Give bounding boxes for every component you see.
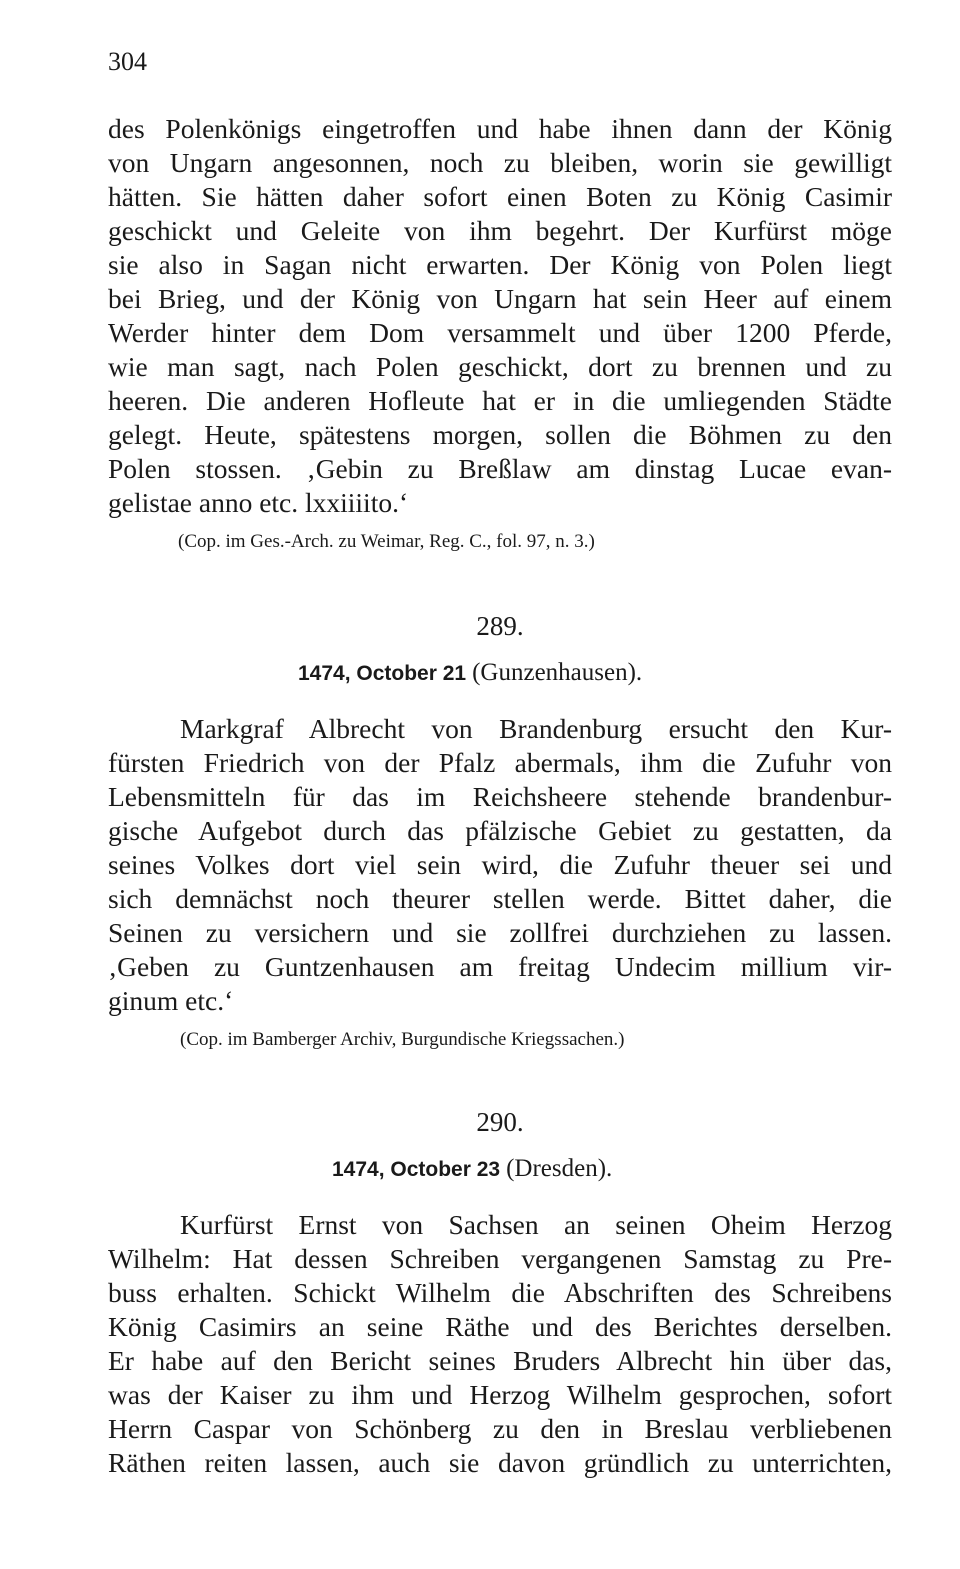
text-line: seines Volkes dort viel sein wird, die Zufuhr theuer sei und (108, 849, 892, 880)
text-line: Markgraf Albrecht von Brandenburg ersucht den Kur- (180, 713, 892, 744)
source-citation: (Cop. im Bamberger Archiv, Burgundische Kriegssachen.) (180, 1029, 625, 1050)
source-citation: (Cop. im Ges.-Arch. zu Weimar, Reg. C., fol. 97, n. 3.) (178, 531, 595, 552)
text-line: Kurfürst Ernst von Sachsen an seinen Oheim Herzog (180, 1209, 892, 1240)
text-line: Herrn Caspar von Schönberg zu den in Breslau verbliebenen (108, 1413, 892, 1444)
document-number: 289. (476, 611, 524, 641)
document-number: 290. (476, 1107, 524, 1137)
text-line: Er habe auf den Bericht seines Bruders Albrecht hin über das, (108, 1345, 892, 1376)
text-line: Lebensmitteln für das im Reichsheere stehende brandenbur- (108, 781, 892, 812)
document-heading (298, 656, 642, 691)
document-date: 1474, October 23 (332, 1158, 501, 1181)
text-line: von Ungarn angesonnen, noch zu bleiben, worin sie gewilligt (108, 147, 892, 178)
text-line: hätten. Sie hätten daher sofort einen Boten zu König Casimir (108, 181, 892, 212)
text-line: sie also in Sagan nicht erwarten. Der König von Polen liegt (108, 249, 892, 280)
text-line: Polen stossen. ‚Gebin zu Breßlaw am dinstag Lucae evan- (108, 453, 892, 484)
text-line: buss erhalten. Schickt Wilhelm die Abschriften des Schreibens (108, 1277, 892, 1308)
text-line: gische Aufgebot durch das pfälzische Gebiet zu gestatten, da (108, 815, 892, 846)
text-line: fürsten Friedrich von der Pfalz abermals, ihm die Zufuhr von (108, 747, 892, 778)
text-line: heeren. Die anderen Hofleute hat er in die umliegenden Städte (108, 385, 892, 416)
page-number: 304 (108, 47, 147, 76)
text-line: gelegt. Heute, spätestens morgen, sollen die Böhmen zu den (108, 419, 892, 450)
document-date: 1474, October 21 (298, 662, 467, 685)
text-line: Räthen reiten lassen, auch sie davon gründlich zu unterrichten, (108, 1447, 892, 1478)
document-place: (Dresden). (506, 1155, 613, 1182)
text-line: geschickt und Geleite von ihm begehrt. Der Kurfürst möge (108, 215, 892, 246)
text-line: Seinen zu versichern und sie zollfrei durchziehen zu lassen. (108, 917, 892, 948)
text-line: Wilhelm: Hat dessen Schreiben vergangenen Samstag zu Pre- (108, 1243, 892, 1274)
text-line: ginum etc.‘ (108, 985, 234, 1016)
text-line: bei Brieg, und der König von Ungarn hat sein Heer auf einem (108, 283, 892, 314)
text-line: was der Kaiser zu ihm und Herzog Wilhelm gesprochen, sofort (108, 1379, 892, 1410)
document-place: (Gunzenhausen). (472, 659, 643, 686)
text-line: wie man sagt, nach Polen geschickt, dort zu brennen und zu (108, 351, 892, 382)
text-line: des Polenkönigs eingetroffen und habe ihnen dann der König (108, 113, 892, 144)
text-line: ‚Geben zu Guntzenhausen am freitag Undecim millium vir- (108, 951, 892, 982)
text-line: König Casimirs an seine Räthe und des Berichtes derselben. (108, 1311, 892, 1342)
text-line: gelistae anno etc. lxxiiiito.‘ (108, 487, 409, 518)
text-line: sich demnächst noch theurer stellen werde. Bittet daher, die (108, 883, 892, 914)
text-line: Werder hinter dem Dom versammelt und über 1200 Pferde, (108, 317, 892, 348)
document-heading (332, 1152, 612, 1187)
